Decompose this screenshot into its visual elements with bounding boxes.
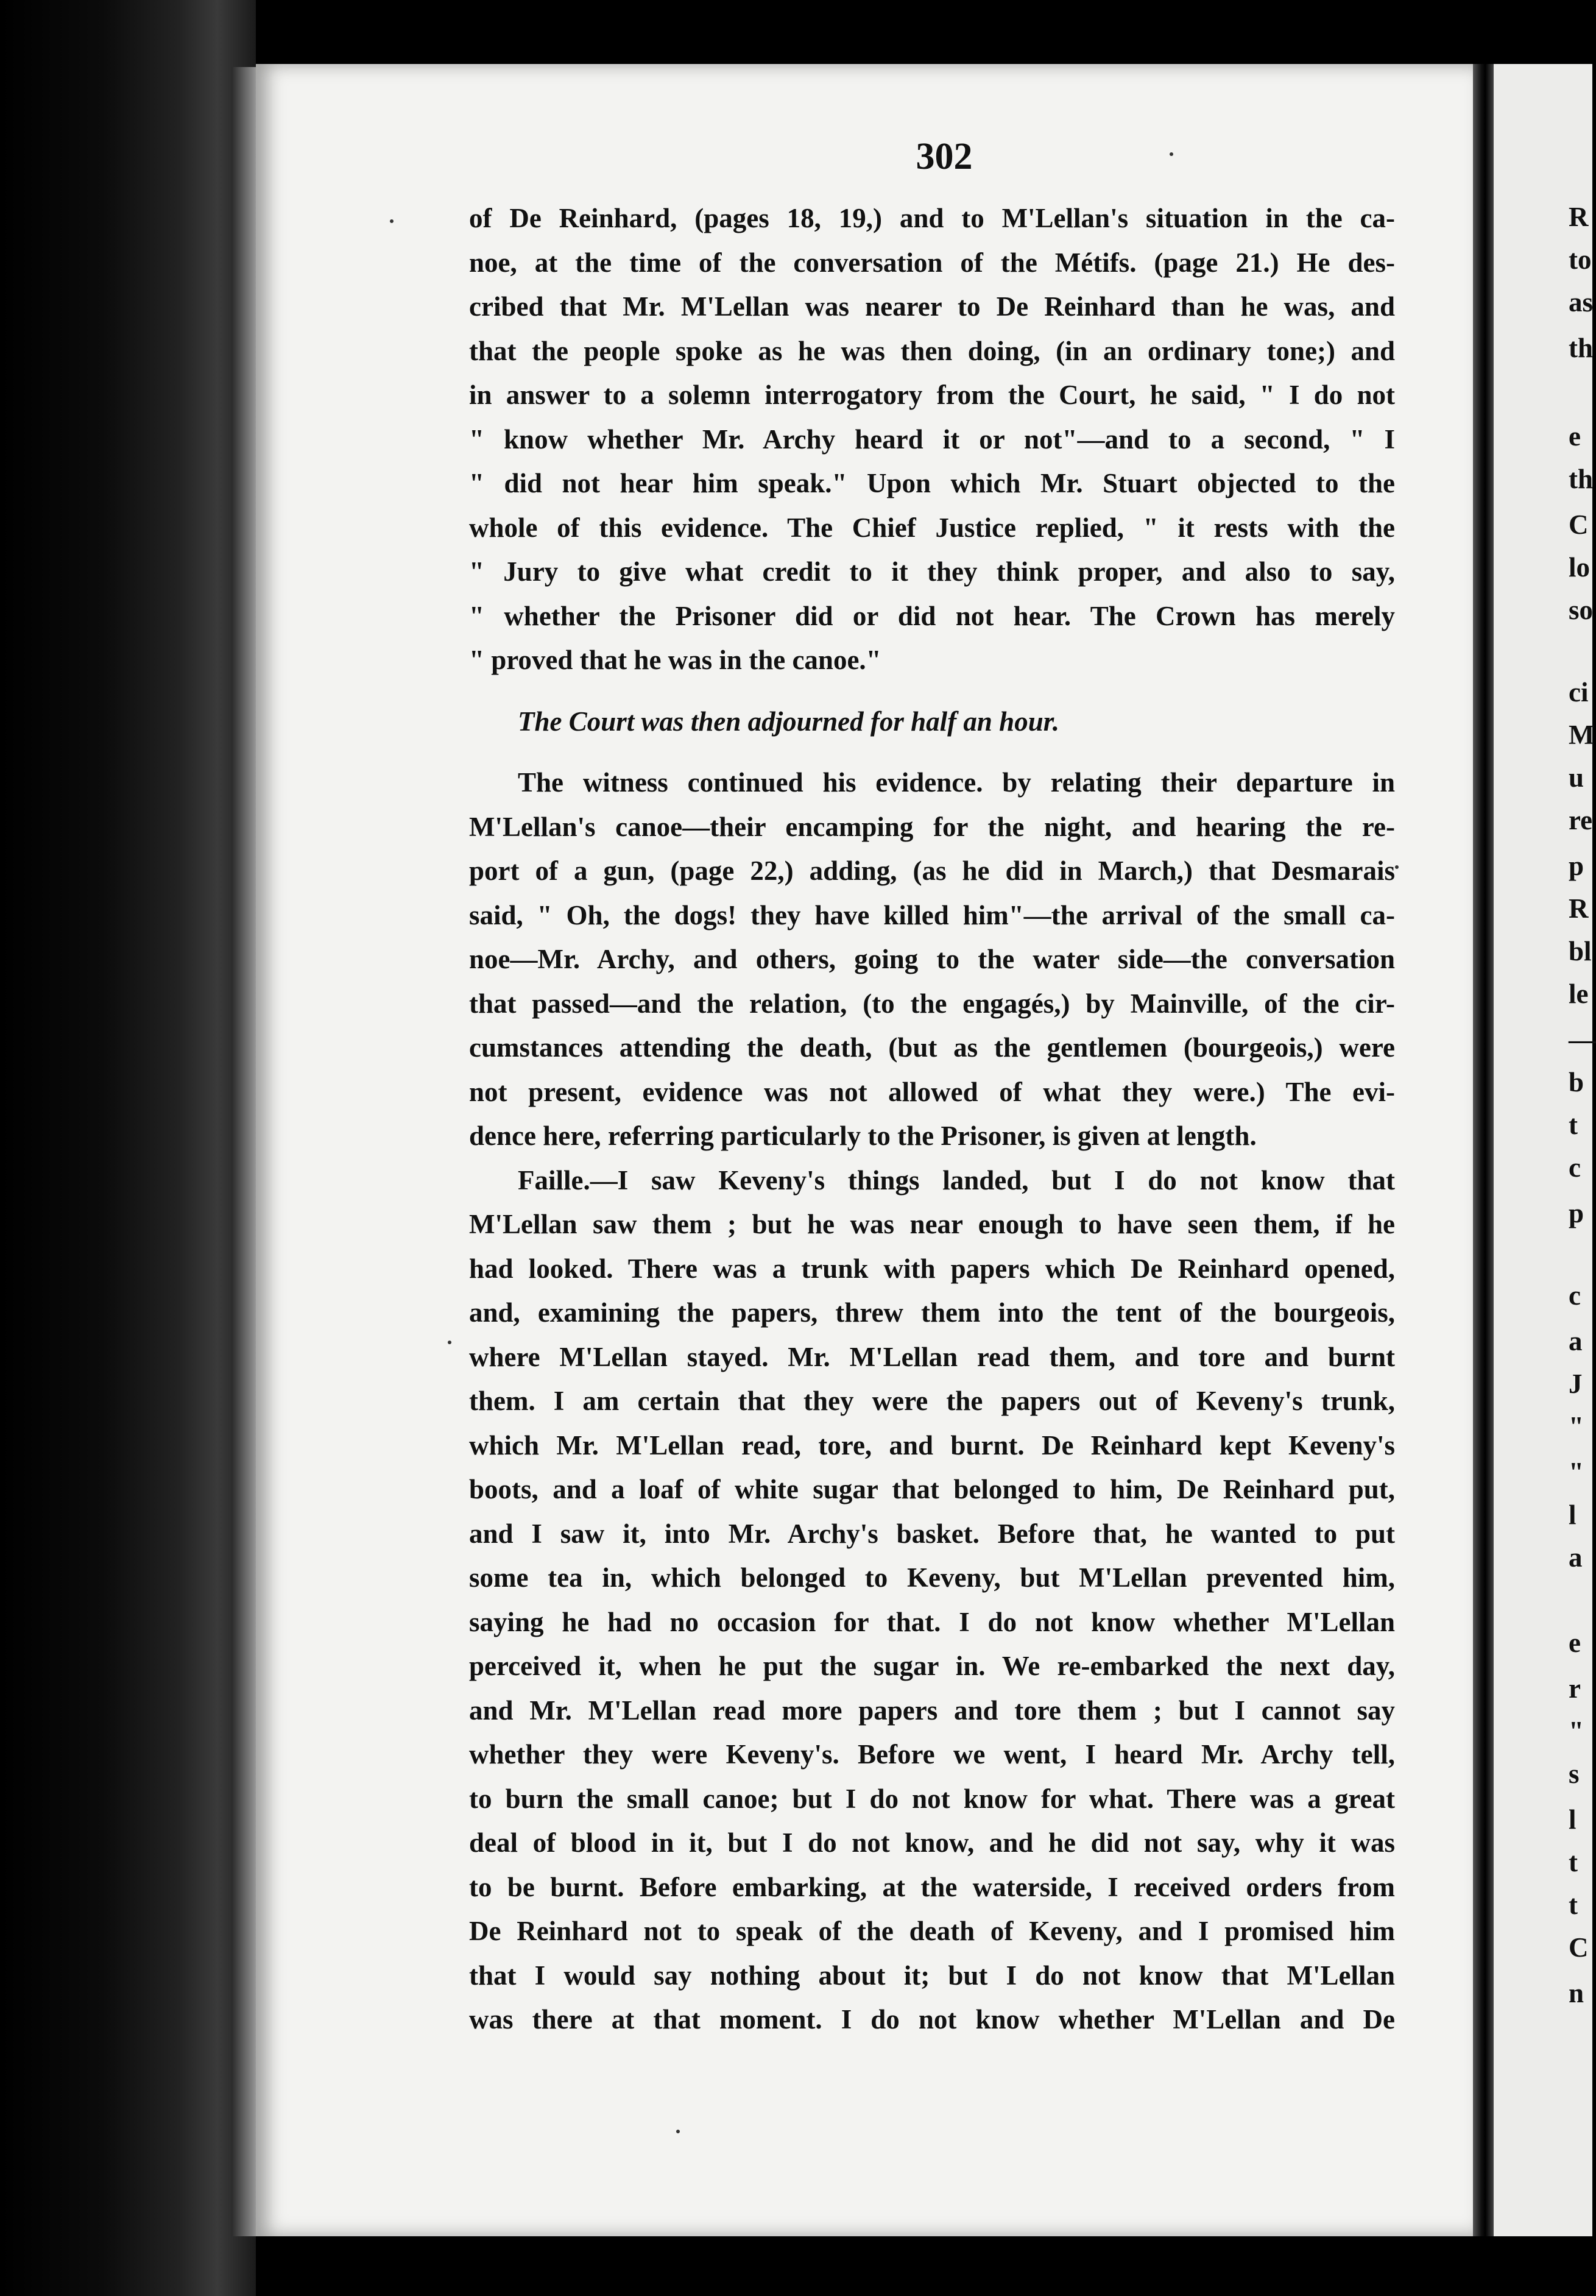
facing-page-fragment: n	[1569, 1978, 1584, 2008]
facing-page-fragment: p	[1569, 1198, 1584, 1228]
text-line: which Mr. M'Lellan read, tore, and burnt. De Reinhard kept Keveny's	[469, 1430, 1395, 1461]
facing-page-fragment: —	[1569, 1024, 1596, 1055]
facing-page-fragment: M	[1569, 720, 1595, 750]
facing-page-fragment: R	[1569, 202, 1589, 232]
facing-page-fragment: c	[1569, 1280, 1581, 1311]
facing-page-fragment: b	[1569, 1067, 1584, 1097]
text-line: " know whether Mr. Archy heard it or not"—and to a second, " I	[469, 423, 1395, 455]
text-line: The witness continued his evidence. by relating their departure in	[518, 767, 1395, 798]
text-line: cumstances attending the death, (but as the gentlemen (bourgeois,) were	[469, 1032, 1395, 1063]
text-line: where M'Lellan stayed. Mr. M'Lellan read them, and tore and burnt	[469, 1341, 1395, 1372]
facing-page-fragment: l	[1569, 1500, 1577, 1530]
text-line: said, " Oh, the dogs! they have killed him"—the arrival of the small ca-	[469, 899, 1395, 930]
text-line: deal of blood in it, but I do not know, and he did not say, why it was	[469, 1827, 1395, 1858]
text-line: whole of this evidence. The Chief Justice replied, " it rests with the	[469, 512, 1395, 543]
page-body-text	[469, 196, 1395, 2042]
facing-page-fragment: as	[1569, 287, 1594, 317]
text-line: dence here, referring particularly to the Prisoner, is given at length.	[469, 1121, 1257, 1151]
page-number: 302	[916, 136, 973, 177]
text-line: and I saw it, into Mr. Archy's basket. Before that, he wanted to put	[469, 1518, 1395, 1549]
text-line: saying he had no occasion for that. I do not know whether M'Lellan	[469, 1606, 1395, 1637]
facing-page-fragment: l	[1569, 1804, 1577, 1835]
text-line: was there at that moment. I do not know whether M'Lellan and De	[469, 2004, 1395, 2035]
text-line: that passed—and the relation, (to the engagés,) by Mainville, of the cir-	[469, 988, 1395, 1019]
text-line: " whether the Prisoner did or did not hear. The Crown has merely	[469, 600, 1395, 631]
facing-page-fragment: re	[1569, 805, 1593, 835]
text-line: that I would say nothing about it; but I do not know that M'Lellan	[469, 1960, 1395, 1991]
facing-page-fragment: R	[1569, 893, 1589, 924]
facing-page-edge	[1473, 64, 1494, 2236]
text-line: and Mr. M'Lellan read more papers and tore them ; but I cannot say	[469, 1695, 1395, 1726]
book-binding-shadow	[0, 0, 256, 2296]
facing-page-fragment: ci	[1569, 677, 1589, 707]
text-line: port of a gun, (page 22,) adding, (as he did in March,) that Desmarais	[469, 856, 1395, 886]
facing-page-fragment: t	[1569, 1847, 1578, 1877]
facing-page-fragment: "	[1569, 1457, 1584, 1487]
paragraph-gap	[469, 743, 1395, 760]
text-line: M'Lellan's canoe—their encamping for the night, and hearing the re-	[469, 811, 1395, 842]
text-line: not present, evidence was not allowed of what they were.) The evi-	[469, 1076, 1395, 1107]
facing-page-fragment: so	[1569, 595, 1594, 625]
facing-page-fragment: c	[1569, 1152, 1581, 1183]
facing-page-fragment: C	[1569, 1932, 1589, 1963]
facing-page-fragment: "	[1569, 1411, 1584, 1442]
text-line: " Jury to give what credit to it they think proper, and also to say,	[469, 556, 1395, 587]
facing-page-fragment: th	[1569, 333, 1594, 363]
text-line: M'Lellan saw them ; but he was near enough to have seen them, if he	[469, 1209, 1395, 1239]
text-line: some tea in, which belonged to Keveny, but M'Lellan prevented him,	[469, 1562, 1395, 1593]
text-line: to burn the small canoe; but I do not know for what. There was a great	[469, 1783, 1395, 1814]
facing-page-fragment: u	[1569, 762, 1584, 793]
facing-page-fragment: J	[1569, 1369, 1583, 1399]
facing-page-fragment: s	[1569, 1759, 1580, 1789]
text-line: perceived it, when he put the sugar in. We re-embarked the next day,	[469, 1651, 1395, 1681]
facing-page-fragment: to	[1569, 244, 1592, 275]
text-line: De Reinhard not to speak of the death of Keveny, and I promised him	[469, 1916, 1395, 1946]
facing-page-fragment: t	[1569, 1110, 1578, 1140]
text-line: " proved that he was in the canoe."	[469, 645, 881, 675]
paragraph-gap	[469, 682, 1395, 700]
text-line: to be burnt. Before embarking, at the waterside, I received orders from	[469, 1871, 1395, 1902]
facing-page-fragment: th	[1569, 464, 1594, 494]
text-line: that the people spoke as he was then doing, (in an ordinary tone;) and	[469, 335, 1395, 366]
facing-page-fragment: "	[1569, 1716, 1584, 1746]
facing-page-fragment: bl	[1569, 936, 1592, 966]
text-line: boots, and a loaf of white sugar that belonged to him, De Reinhard put,	[469, 1474, 1395, 1504]
facing-page-fragment: le	[1569, 979, 1589, 1009]
facing-page-fragment: r	[1569, 1673, 1581, 1704]
text-line: whether they were Keveny's. Before we went, I heard Mr. Archy tell,	[469, 1739, 1395, 1770]
text-line: noe—Mr. Archy, and others, going to the water side—the conversation	[469, 944, 1395, 974]
facing-page-fragment: e	[1569, 421, 1581, 452]
text-line: noe, at the time of the conversation of the Métifs. (page 21.) He des-	[469, 247, 1395, 278]
text-line: had looked. There was a trunk with papers which De Reinhard opened,	[469, 1253, 1395, 1284]
facing-page-fragment: C	[1569, 509, 1589, 540]
facing-page-fragment: a	[1569, 1326, 1583, 1356]
text-line: " did not hear him speak." Upon which Mr. Stuart objected to the	[469, 468, 1395, 498]
facing-page-fragment: p	[1569, 851, 1584, 881]
text-line: them. I am certain that they were the papers out of Keveny's trunk,	[469, 1386, 1395, 1416]
facing-page-fragment: t	[1569, 1890, 1578, 1920]
text-line: in answer to a solemn interrogatory from the Court, he said, " I do not	[469, 380, 1395, 410]
text-line: of De Reinhard, (pages 18, 19,) and to M'Lellan's situation in the ca-	[469, 203, 1395, 233]
facing-page-fragment: lo	[1569, 552, 1591, 583]
facing-page-fragment: e	[1569, 1628, 1581, 1658]
text-line: cribed that Mr. M'Lellan was nearer to De Reinhard than he was, and	[469, 291, 1395, 322]
text-line: The Court was then adjourned for half an hour.	[518, 706, 1060, 737]
text-line: and, examining the papers, threw them into the tent of the bourgeois,	[469, 1297, 1395, 1328]
text-line: Faille.—I saw Keveny's things landed, but I do not know that	[518, 1164, 1395, 1196]
facing-page-fragment: a	[1569, 1542, 1583, 1573]
